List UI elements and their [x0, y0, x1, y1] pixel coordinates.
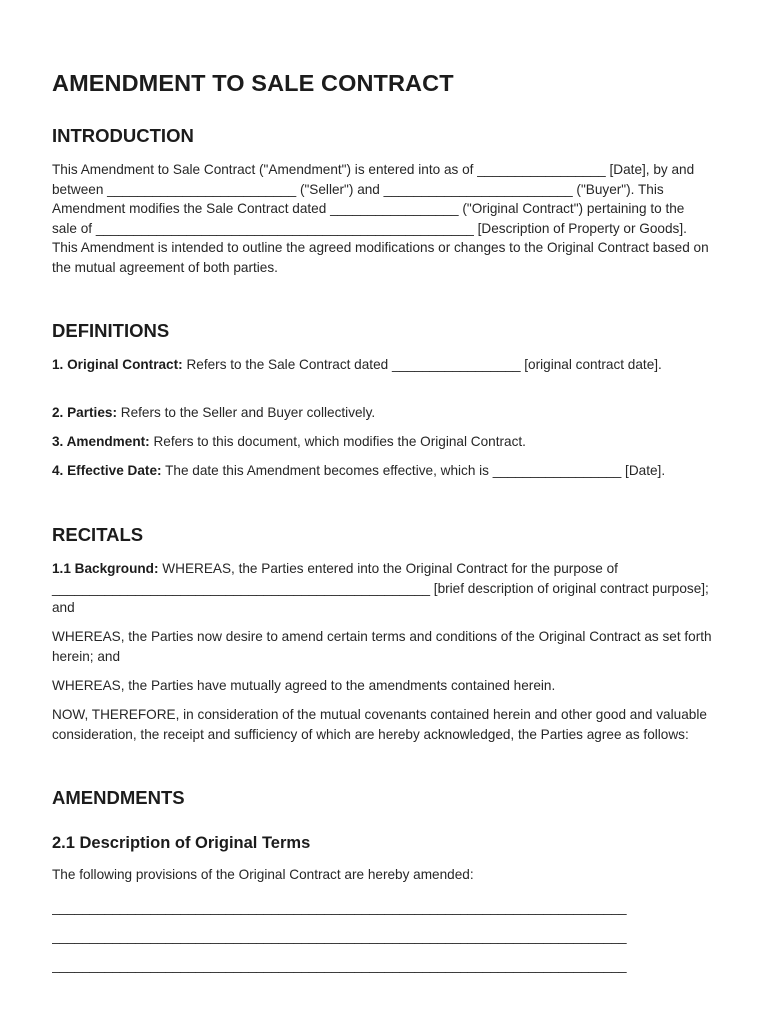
definition-item — [52, 432, 712, 452]
definition-term: 2. Parties: — [52, 405, 117, 420]
recital-term: 1.1 Background: — [52, 561, 159, 576]
definition-item — [52, 403, 712, 423]
amendments-heading: AMENDMENTS — [52, 787, 185, 808]
amendments-intro: The following provisions of the Original Contract are hereby amended: — [52, 867, 474, 882]
definition-term: 4. Effective Date: — [52, 463, 162, 478]
definition-text: Refers to the Seller and Buyer collectively. — [116, 405, 376, 420]
definition-item — [52, 355, 712, 375]
blank-line: ____________________________________________________________________________ — [52, 958, 627, 973]
definition-text: Refers to this document, which modifies the Original Contract. — [149, 434, 526, 449]
definition-term: 3. Amendment: — [52, 434, 150, 449]
definitions-heading: DEFINITIONS — [52, 320, 170, 341]
introduction-paragraph: This Amendment to Sale Contract ("Amendment") is entered into as of _________________ [Date], by and between _________________________ ("Seller") and _________________________ ("Buyer"). This Amendment modifies the Sale Contract dated _________________ ("Original Contract") pertaining to the sale of __________________________________________________ [Description of Property or Goods]. This Amendment is intended to outline the agreed modifications or changes to the Original Contract based on the mutual agreement of both parties. — [52, 162, 709, 275]
amendments-subheading: 2.1 Description of Original Terms — [52, 834, 311, 852]
blank-line: ____________________________________________________________________________ — [52, 929, 627, 944]
definition-item — [52, 461, 712, 481]
definition-term: 1. Original Contract: — [52, 357, 183, 372]
recital-background — [52, 559, 712, 618]
document-title: AMENDMENT TO SALE CONTRACT — [52, 70, 454, 96]
recital-paragraph: WHEREAS, the Parties have mutually agreed to the amendments contained herein. — [52, 678, 556, 693]
recital-text: WHEREAS, the Parties entered into the Original Contract for the purpose of __________________________________________________ [brief description of original contract purpose]; and — [52, 561, 709, 615]
recital-paragraph: NOW, THEREFORE, in consideration of the mutual covenants contained herein and other good and valuable consideration, the receipt and sufficiency of which are hereby acknowledged, the Parties agree as follows: — [52, 707, 707, 742]
definition-text: Refers to the Sale Contract dated _________________ [original contract date]. — [182, 357, 662, 372]
recitals-heading: RECITALS — [52, 524, 144, 545]
recital-paragraph: WHEREAS, the Parties now desire to amend certain terms and conditions of the Original Contract as set forth herein; and — [52, 629, 712, 664]
introduction-heading: INTRODUCTION — [52, 125, 194, 146]
definition-text: The date this Amendment becomes effective, which is _________________ [Date]. — [161, 463, 666, 478]
blank-line: ____________________________________________________________________________ — [52, 900, 627, 915]
